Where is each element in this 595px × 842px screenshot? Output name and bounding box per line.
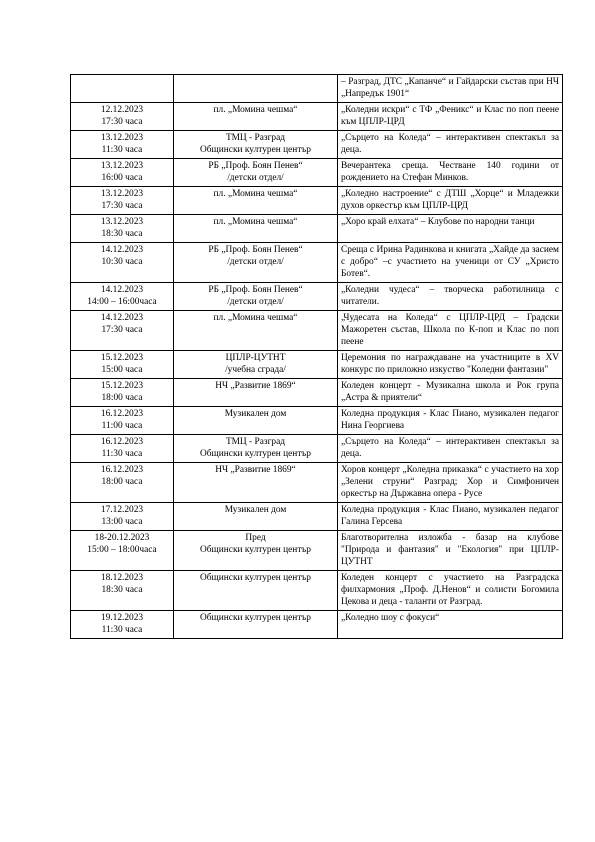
place-cell (174, 311, 338, 351)
table-row (71, 103, 563, 131)
event-text: Хоров концерт „Коледна приказка“ с участието на хор „Зелени струни“ Разград; Хор и Симфоничен оркестър на Държавна опера - Русе (341, 465, 559, 499)
event-text: „Коледни чудеса“ – творческа работилница с читатели. (341, 285, 559, 307)
place-cell (174, 435, 338, 463)
event-cell (338, 611, 563, 639)
place-subtext: /детски отдел/ (227, 257, 284, 267)
event-text: Коледен концерт - Музикална школа и Рок група „Астра & приятели“ (341, 381, 559, 403)
event-text: „Коледно шоу с фокуси“ (341, 613, 440, 623)
place-text: Общински културен център (200, 573, 311, 583)
event-text: „Коледни искри“ с ТФ „Феникс“ и Клас по поп пеене към ЦПЛР-ЦРД (341, 105, 559, 127)
event-cell (338, 283, 563, 311)
place-subtext: Общински културен център (200, 449, 311, 459)
table-row (71, 611, 563, 639)
date-text: 16.12.2023 (100, 437, 144, 447)
date-text: 13.12.2023 (100, 217, 144, 227)
place-cell (174, 159, 338, 187)
time-text: 11:30 часа (101, 625, 143, 635)
place-cell (174, 283, 338, 311)
place-text: пл. „Момина чешма“ (213, 105, 298, 115)
place-text: РБ „Проф. Боян Пенев“ (208, 245, 303, 255)
date-cell (71, 311, 174, 351)
table-row (71, 311, 563, 351)
event-text: – Разград, ДТС „Капанче“ и Гайдарски състав при НЧ „Напредък 1901“ (341, 77, 559, 99)
place-cell (174, 243, 338, 283)
date-cell (71, 75, 174, 103)
event-cell (338, 503, 563, 531)
table-row (71, 435, 563, 463)
time-text: 15:00 – 18:00часа (87, 545, 157, 555)
date-text: 16.12.2023 (100, 465, 144, 475)
time-text: 10:30 часа (101, 257, 143, 267)
place-text: НЧ „Развитие 1869“ (215, 381, 296, 391)
event-text: „Коледно настроение“ с ДТШ „Хорце“ и Младежки духов оркестър към ЦПЛР-ЦРД (341, 189, 559, 211)
date-text: 14.12.2023 (100, 285, 144, 295)
event-text: Вечерантека среща. Честване 140 години от рождението на Стефан Минков. (341, 161, 559, 183)
time-text: 11:30 часа (101, 449, 143, 459)
table-row (71, 531, 563, 571)
schedule-table-body (71, 75, 563, 639)
event-cell (338, 463, 563, 503)
place-text: пл. „Момина чешма“ (213, 313, 298, 323)
place-text: Общински културен център (200, 613, 311, 623)
time-text: 16:00 часа (101, 173, 143, 183)
place-subtext: Общински културен център (200, 545, 311, 555)
date-cell (71, 351, 174, 379)
place-text: ТМЦ - Разград (225, 133, 286, 143)
date-cell (71, 531, 174, 571)
event-text: Коледна продукция - Клас Пиано, музикален педагог Галина Герсева (341, 505, 559, 527)
date-text: 17.12.2023 (100, 505, 144, 515)
event-cell (338, 187, 563, 215)
date-text: 13.12.2023 (100, 161, 144, 171)
date-cell (71, 407, 174, 435)
date-text: 12.12.2023 (100, 105, 144, 115)
table-row (71, 159, 563, 187)
date-cell (71, 103, 174, 131)
table-row (71, 243, 563, 283)
time-text: 17:30 часа (101, 325, 143, 335)
event-cell (338, 75, 563, 103)
event-text: „Сърцето на Коледа“ – интерактивен спектакъл за деца. (341, 133, 559, 155)
event-cell (338, 311, 563, 351)
event-cell (338, 351, 563, 379)
table-row (71, 283, 563, 311)
date-text: 14.12.2023 (100, 313, 144, 323)
place-text: ТМЦ - Разград (225, 437, 286, 447)
event-cell (338, 379, 563, 407)
time-text: 11:00 часа (101, 421, 143, 431)
date-text: 19.12.2023 (100, 613, 144, 623)
event-cell (338, 407, 563, 435)
time-text: 18:00 часа (101, 477, 143, 487)
event-text: Коледна продукция - Клас Пиано, музикален педагог Нина Георгиева (341, 409, 559, 431)
table-row (71, 407, 563, 435)
place-text: НЧ „Развитие 1869“ (215, 465, 296, 475)
event-cell (338, 243, 563, 283)
date-cell (71, 243, 174, 283)
date-text: 15.12.2023 (100, 353, 144, 363)
place-cell (174, 407, 338, 435)
date-text: 18.12.2023 (100, 573, 144, 583)
event-cell (338, 571, 563, 611)
place-cell (174, 351, 338, 379)
date-text: 13.12.2023 (100, 133, 144, 143)
place-cell (174, 463, 338, 503)
place-text: Музикален дом (224, 505, 287, 515)
event-text: „Сърцето на Коледа“ – интерактивен спектакъл за деца. (341, 437, 559, 459)
place-cell (174, 379, 338, 407)
time-text: 18:00 часа (101, 393, 143, 403)
place-text: Музикален дом (224, 409, 287, 419)
place-text: РБ „Проф. Боян Пенев“ (208, 161, 303, 171)
time-text: 15:00 часа (101, 365, 143, 375)
event-cell (338, 103, 563, 131)
time-text: 17:30 часа (101, 117, 143, 127)
event-cell (338, 435, 563, 463)
place-subtext: /детски отдел/ (227, 297, 284, 307)
date-cell (71, 379, 174, 407)
event-text: Коледен концерт с участието на Разградска филхармония „Проф. Д.Ненов“ и солисти Богомила Цекова и деца - таланти от Разград. (341, 573, 559, 607)
date-text: 16.12.2023 (100, 409, 144, 419)
place-text: Пред (245, 533, 266, 543)
event-text: Среща с Ирина Радинкова и книгата „Хайде да засием с добро“ –с участието на ученици от СУ „Христо Ботев“. (341, 245, 559, 279)
date-cell (71, 435, 174, 463)
time-text: 14:00 – 16:00часа (87, 297, 157, 307)
date-cell (71, 503, 174, 531)
time-text: 18:30 часа (101, 229, 143, 239)
event-text: „Хоро край елхата“ – Клубове по народни танци (341, 217, 535, 227)
event-text: „Чудесата на Коледа“ с ЦПЛР-ЦРД – Градски Мажоретен състав, Школа по К-поп и Клас по поп пеене (341, 313, 559, 347)
time-text: 18:30 часа (101, 585, 143, 595)
place-cell (174, 503, 338, 531)
table-row (71, 351, 563, 379)
table-row (71, 187, 563, 215)
place-cell (174, 571, 338, 611)
event-text: Благотворителна изложба - базар на клубове "Природа и фантазия" и "Екология" при ЦПЛР-ЦУТНТ (341, 533, 559, 567)
date-text: 14.12.2023 (100, 245, 144, 255)
place-subtext: /детски отдел/ (227, 173, 284, 183)
place-text: пл. „Момина чешма“ (213, 217, 298, 227)
place-cell (174, 531, 338, 571)
date-cell (71, 215, 174, 243)
event-cell (338, 215, 563, 243)
event-cell (338, 159, 563, 187)
date-cell (71, 187, 174, 215)
date-cell (71, 571, 174, 611)
time-text: 17:30 часа (101, 201, 143, 211)
place-cell (174, 103, 338, 131)
place-cell (174, 215, 338, 243)
place-text: РБ „Проф. Боян Пенев“ (208, 285, 303, 295)
date-text: 13.12.2023 (100, 189, 144, 199)
date-text: 18-20.12.2023 (94, 533, 150, 543)
place-subtext: Общински културен център (200, 145, 311, 155)
place-cell (174, 611, 338, 639)
table-row (71, 215, 563, 243)
event-cell (338, 131, 563, 159)
date-cell (71, 463, 174, 503)
place-text: ЦПЛР-ЦУТНТ (225, 353, 286, 363)
date-cell (71, 159, 174, 187)
table-row (71, 75, 563, 103)
time-text: 11:30 часа (101, 145, 143, 155)
place-text: пл. „Момина чешма“ (213, 189, 298, 199)
event-text: Церемония по награждаване на участниците в XV конкурс по приложно изкуство "Коледни фантазии" (341, 353, 559, 375)
table-row (71, 379, 563, 407)
date-cell (71, 131, 174, 159)
table-row (71, 131, 563, 159)
place-subtext: /учебна сграда/ (225, 365, 286, 375)
table-row (71, 463, 563, 503)
place-cell (174, 75, 338, 103)
schedule-table (70, 74, 563, 639)
event-cell (338, 531, 563, 571)
date-text: 15.12.2023 (100, 381, 144, 391)
place-cell (174, 187, 338, 215)
table-row (71, 503, 563, 531)
time-text: 13:00 часа (101, 517, 143, 527)
table-row (71, 571, 563, 611)
date-cell (71, 283, 174, 311)
place-cell (174, 131, 338, 159)
date-cell (71, 611, 174, 639)
